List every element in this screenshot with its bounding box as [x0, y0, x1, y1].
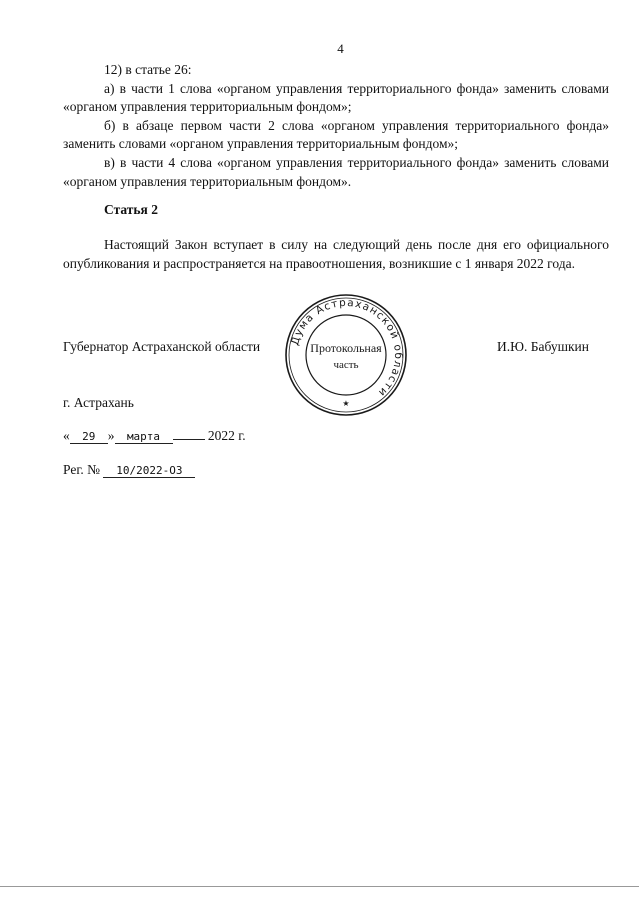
article-body — [63, 236, 609, 273]
seal-center-line1: Протокольная — [310, 341, 382, 355]
date-year: 2022 г. — [207, 428, 246, 443]
amendments-block — [63, 61, 609, 191]
seal-star-icon: ★ — [342, 399, 350, 408]
paragraph-subitem-v: в) в части 4 слова «органом управления территориального фонда» заменить словами «органом управления территориальным фондом». — [63, 154, 609, 189]
registration-label: Рег. № — [63, 462, 100, 477]
registration-number: 10/2022-ОЗ — [103, 464, 195, 478]
date-open-quote: « — [63, 428, 70, 443]
official-seal — [283, 292, 409, 418]
signatory-position: Губернатор Астраханской области — [63, 339, 261, 354]
seal-ring-text: Дума Астраханской области — [288, 296, 405, 400]
paragraph-subitem-a: а) в части 1 слова «органом управления территориального фонда» заменить словами «органом управления территориальным фондом»; — [63, 80, 609, 115]
paragraph-subitem-b: б) в абзаце первом части 2 слова «органом управления территориального фонда» заменить словами «органом управления территориальным фондом»; — [63, 117, 609, 152]
page-number: 4 — [337, 41, 344, 56]
date-month-blank — [173, 439, 205, 440]
signing-date — [63, 428, 246, 444]
date-month: марта — [115, 430, 173, 444]
registration-line — [63, 462, 195, 478]
city: г. Астрахань — [63, 395, 134, 410]
article-heading: Статья 2 — [104, 202, 158, 217]
article-text: Настоящий Закон вступает в силу на следующий день после дня его официального опубликования и распространяется на правоотношения, возникшие с 1 января 2022 года. — [63, 237, 609, 271]
seal-center-line2: часть — [333, 359, 359, 371]
date-day: 29 — [70, 430, 108, 444]
signatory-name: И.Ю. Бабушкин — [497, 339, 590, 354]
paragraph-item-12: 12) в статье 26: — [104, 62, 192, 77]
page-bottom-rule — [0, 886, 639, 887]
date-close-quote: » — [107, 428, 115, 443]
